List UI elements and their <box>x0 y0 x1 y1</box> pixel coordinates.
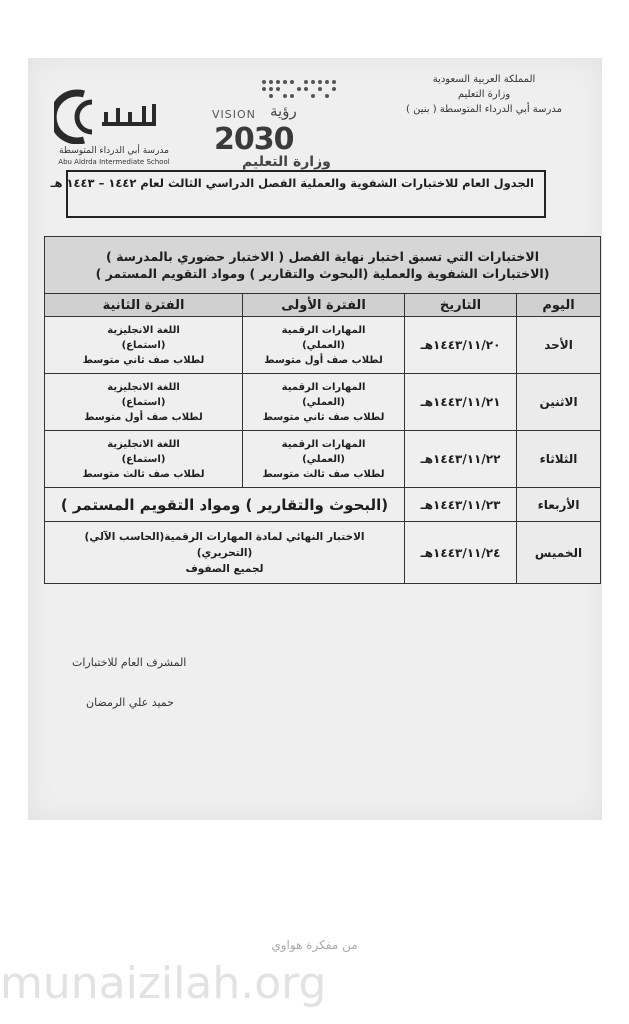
subject: المهارات الرقمية <box>281 438 366 450</box>
merged-cell <box>45 522 405 584</box>
watermark: munaizilah.org <box>0 958 327 1009</box>
exam-type: (استماع) <box>121 339 166 351</box>
banner-line-2: (الاختبارات الشفوية والعملية (البحوث والتقارير ) ومواد التقويم المستمر ) <box>95 266 550 281</box>
vision-ministry-label: وزارة التعليم <box>242 154 331 170</box>
ministry-line-3: مدرسة أبي الدرداء المتوسطة ( بنين ) <box>406 104 562 115</box>
ministry-header <box>379 72 589 117</box>
subject: اللغة الانجليزية <box>107 381 180 393</box>
final-exam-audience: لجميع الصفوف <box>185 562 264 575</box>
table-row <box>45 488 601 522</box>
schedule-banner <box>45 237 601 294</box>
day-cell: الثلاثاء <box>517 431 601 488</box>
subject: اللغة الانجليزية <box>107 438 180 450</box>
vision-label-ar: رؤية <box>270 102 297 120</box>
school-logo <box>54 84 174 170</box>
subject: اللغة الانجليزية <box>107 324 180 336</box>
signature-role: المشرف العام للاختبارات <box>72 656 187 669</box>
signature-name: حميد علي الرمضان <box>86 696 174 709</box>
exam-type: (استماع) <box>121 396 166 408</box>
period-2-cell <box>45 431 243 488</box>
exam-schedule-table <box>44 236 601 584</box>
document-title: الجدول العام للاختبارات الشفوية والعملية الفصل الدراسي الثالث لعام ١٤٤٢ – ١٤٤٣ هـ <box>50 176 534 190</box>
vision-2030-logo <box>212 78 347 170</box>
grade: لطلاب صف ثاني متوسط <box>262 411 385 423</box>
table-row <box>45 522 601 584</box>
ministry-line-2: وزارة التعليم <box>457 89 511 100</box>
merged-cell: (البحوث والتقارير ) ومواد التقويم المستمر ) <box>45 488 405 522</box>
logo-school-name-ar: مدرسة أبي الدرداء المتوسطة <box>59 146 169 156</box>
date-cell: ١٤٤٣/١١/٢١هـ <box>405 374 517 431</box>
col-header-period-1: الفترة الأولى <box>243 294 405 317</box>
date-cell: ١٤٤٣/١١/٢٠هـ <box>405 317 517 374</box>
period-1-cell <box>243 317 405 374</box>
vision-dots-icon <box>260 78 340 104</box>
table-row <box>45 431 601 488</box>
exam-type: (العملي) <box>302 396 345 408</box>
document-title-box <box>50 170 546 218</box>
col-header-date: التاريخ <box>405 294 517 317</box>
grade: لطلاب صف ثالث متوسط <box>262 468 385 480</box>
period-2-cell <box>45 374 243 431</box>
date-cell: ١٤٤٣/١١/٢٤هـ <box>405 522 517 584</box>
subject: المهارات الرقمية <box>281 324 366 336</box>
grade: لطلاب صف أول متوسط <box>84 411 203 423</box>
day-cell: الاثنين <box>517 374 601 431</box>
banner-line-1: الاختبارات التي تسبق اختبار نهاية الفصل ( الاختبار حضوري بالمدرسة ) <box>106 249 540 264</box>
exam-type: (العملي) <box>302 453 345 465</box>
col-header-day: اليوم <box>517 294 601 317</box>
day-cell: الأحد <box>517 317 601 374</box>
period-2-cell <box>45 317 243 374</box>
day-cell: الأربعاء <box>517 488 601 522</box>
vision-label-en: VISION <box>212 108 256 121</box>
subject: المهارات الرقمية <box>281 381 366 393</box>
ministry-line-1: المملكة العربية السعودية <box>432 74 536 85</box>
logo-school-name-en: Abu Aldrda Intermediate School <box>58 158 170 166</box>
final-exam-type: (التحريري) <box>196 546 253 559</box>
grade: لطلاب صف ثاني متوسط <box>82 354 205 366</box>
date-cell: ١٤٤٣/١١/٢٣هـ <box>405 488 517 522</box>
period-1-cell <box>243 374 405 431</box>
school-emblem-icon <box>54 84 174 144</box>
source-caption: من مفكرة هواوي <box>271 938 358 952</box>
table-row <box>45 374 601 431</box>
period-1-cell <box>243 431 405 488</box>
col-header-period-2: الفترة الثانية <box>45 294 243 317</box>
grade: لطلاب صف أول متوسط <box>264 354 383 366</box>
table-row <box>45 317 601 374</box>
exam-type: (العملي) <box>302 339 345 351</box>
exam-type: (استماع) <box>121 453 166 465</box>
final-exam-line: الاختبار النهائي لمادة المهارات الرقمية(الحاسب الآلي) <box>84 530 365 543</box>
day-cell: الخميس <box>517 522 601 584</box>
grade: لطلاب صف ثالث متوسط <box>82 468 205 480</box>
date-cell: ١٤٤٣/١١/٢٢هـ <box>405 431 517 488</box>
vision-year: 2030 <box>214 122 294 157</box>
